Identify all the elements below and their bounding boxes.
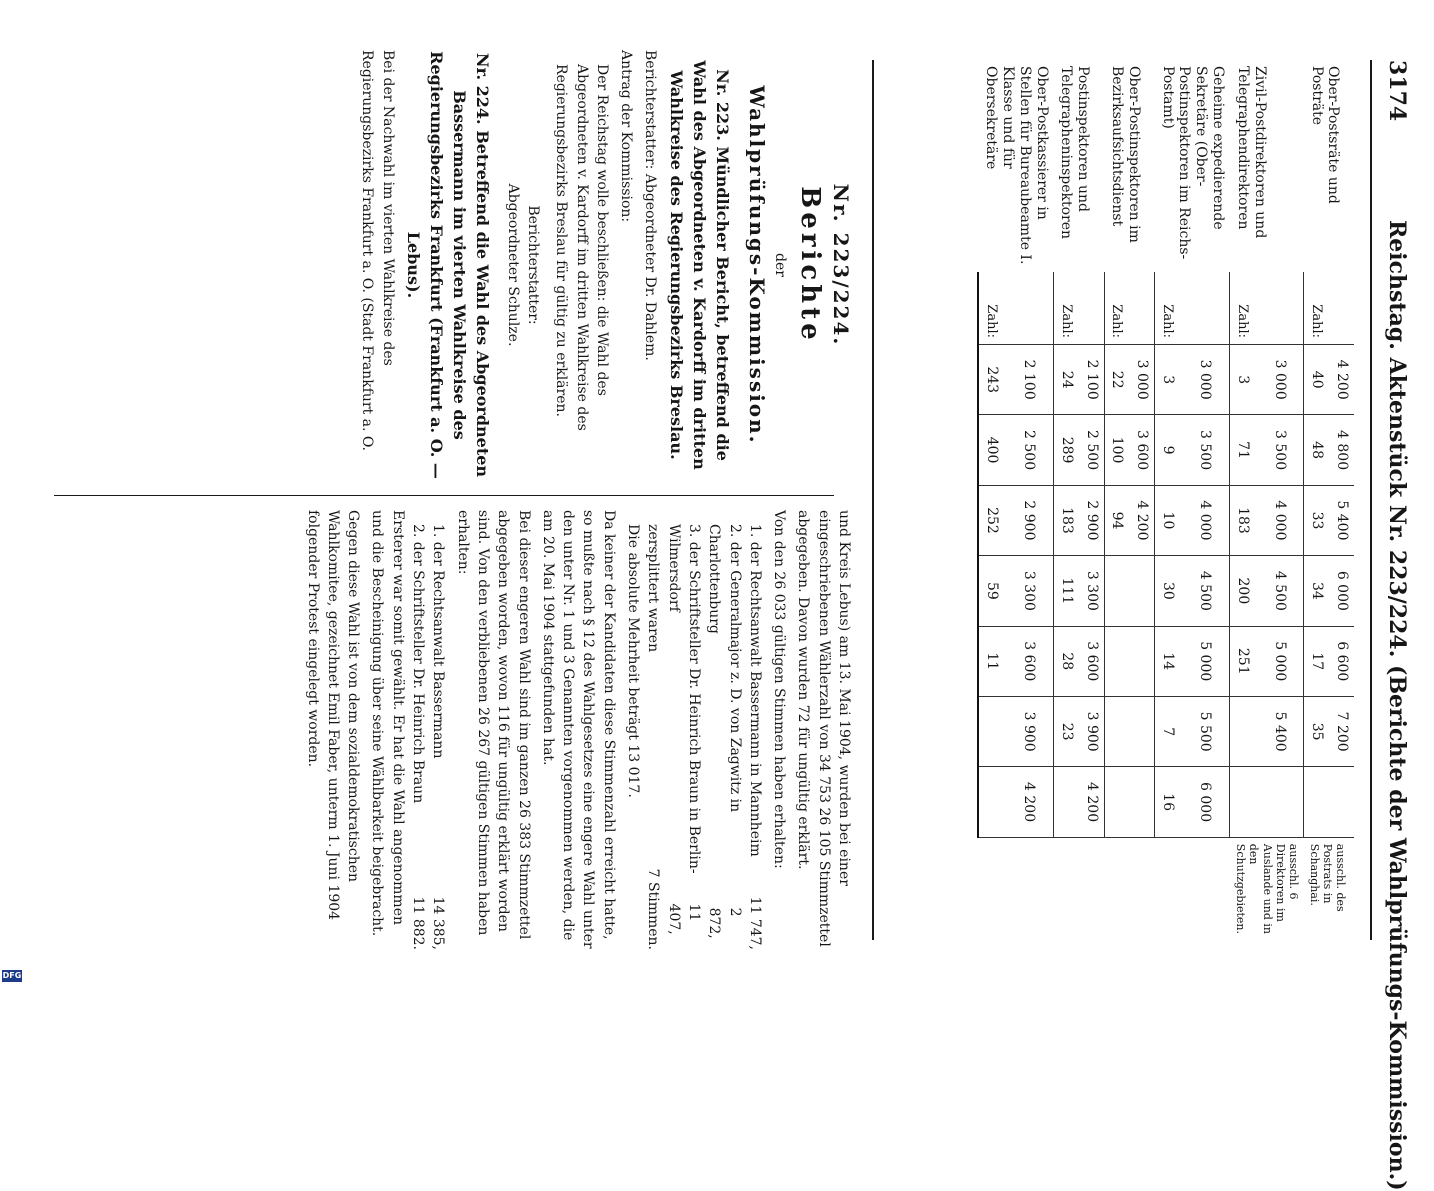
count-value: 252	[978, 485, 1016, 555]
count-value	[1104, 556, 1129, 626]
count-value: 48	[1304, 415, 1329, 485]
count-value	[1054, 767, 1079, 837]
vote-count: 11 747,	[746, 896, 763, 950]
count-value: 59	[978, 556, 1016, 626]
count-value	[978, 767, 1016, 837]
count-value: 200	[1230, 556, 1267, 626]
item223-heading: Nr. 223. Mündlicher Bericht, betreffend die Wahl des Abgeordneten v. Kardorff im dritten Wahlkreise des Regierungsbezirks Breslau.	[666, 60, 733, 470]
right-paragraph-2: Von den 26 033 gültigen Stimmen haben erhalten:	[771, 510, 788, 869]
salary-value: 4 000	[1267, 485, 1304, 555]
vote-count: 11 882.	[410, 896, 427, 950]
right-paragraph-1: und Kreis Lebus) am 13. Mai 1904, wurden bei einer eingeschriebenen Wählerzahl von 34 753 26 105 Stimmzettel abgegeben. Davon wurden 72 für ungültig erklärt.	[795, 510, 852, 947]
salary-value: 3 900	[1079, 696, 1104, 766]
count-value: 9	[1155, 415, 1193, 485]
vote-item	[704, 524, 745, 950]
table-row	[1329, 60, 1354, 940]
vote-item	[663, 524, 704, 950]
salary-value: 2 100	[1016, 345, 1053, 415]
count-value: 7	[1155, 696, 1193, 766]
salary-value: 3 600	[1129, 415, 1154, 485]
count-value: 111	[1054, 556, 1079, 626]
salary-value	[1329, 767, 1354, 837]
salary-value: 3 600	[1016, 626, 1053, 696]
vote-item	[428, 524, 448, 950]
count-value	[1104, 767, 1129, 837]
count-value: 11	[978, 626, 1016, 696]
count-value: 251	[1230, 626, 1267, 696]
salary-table	[977, 60, 1354, 940]
salary-value: 4 200	[1329, 345, 1354, 415]
vote-item	[408, 524, 428, 950]
row-label-spacer	[1129, 272, 1154, 345]
count-value: 400	[978, 415, 1016, 485]
row-category: Zivil-Postdirektoren und Telegraphendirektoren	[1234, 66, 1268, 239]
right-column	[298, 510, 854, 950]
count-value	[1230, 696, 1267, 766]
row-category: Ober-Postinspektoren im Bezirksaufsichtsdienst	[1108, 66, 1142, 243]
salary-value	[1129, 696, 1154, 766]
salary-value: 4 500	[1267, 556, 1304, 626]
row-count-label: Zahl:	[1230, 272, 1267, 345]
der-label: der	[772, 253, 789, 277]
salary-value	[1129, 626, 1154, 696]
salary-value: 3 000	[1267, 345, 1304, 415]
count-value: 17	[1304, 626, 1329, 696]
row-label-spacer	[1329, 272, 1354, 345]
table-row	[1016, 60, 1053, 940]
row-count-label: Zahl:	[1104, 272, 1129, 345]
count-value: 3	[1155, 345, 1193, 415]
count-value: 3	[1230, 345, 1267, 415]
row-count-label: Zahl:	[1155, 272, 1193, 345]
vote-list	[643, 510, 765, 950]
vote-count: 14 385,	[430, 896, 447, 950]
count-value: 16	[1155, 767, 1193, 837]
table-row	[1129, 60, 1154, 940]
runoff-list	[408, 510, 449, 950]
salary-value	[1129, 556, 1154, 626]
row-count-label: Zahl:	[1304, 272, 1329, 345]
salary-value: 6 600	[1329, 626, 1354, 696]
row-note	[978, 837, 1053, 940]
count-value	[1304, 767, 1329, 837]
count-value: 183	[1054, 485, 1079, 555]
salary-value: 3 000	[1192, 345, 1230, 415]
salary-value: 5 400	[1267, 696, 1304, 766]
item224-text: Bei der Nachwahl im vierten Wahlkreise des Regierungsbezirks Frankfurt a. O. (Stadt Frankfurt a. O.	[359, 50, 396, 451]
row-label-spacer	[1079, 272, 1104, 345]
salary-value: 6 000	[1192, 767, 1230, 837]
count-value: 14	[1155, 626, 1193, 696]
item223-reporter: Berichterstatter: Abgeordneter Dr. Dahlem.	[642, 50, 659, 361]
count-value: 10	[1155, 485, 1193, 555]
salary-value: 4 200	[1079, 767, 1104, 837]
page-number: 3174	[1384, 60, 1410, 122]
count-value: 35	[1304, 696, 1329, 766]
count-value: 33	[1304, 485, 1329, 555]
salary-value: 2 100	[1079, 345, 1104, 415]
count-value: 28	[1054, 626, 1079, 696]
count-value: 243	[978, 345, 1016, 415]
salary-value: 2 500	[1079, 415, 1104, 485]
vote-label: 2. der Generalmajor z. D. von Zagwitz in Charlottenburg	[706, 524, 743, 813]
item224-reporter-label: Berichterstatter:	[524, 205, 541, 325]
count-value: 183	[1230, 485, 1267, 555]
salary-value: 4 000	[1192, 485, 1230, 555]
salary-value: 3 600	[1079, 626, 1104, 696]
row-note	[1054, 837, 1105, 940]
vote-count: 2 872,	[706, 907, 743, 939]
row-count-label: Zahl:	[978, 272, 1016, 345]
motion-text: Der Reichstag wolle beschließen: die Wahl des Abgeordneten v. Kardorff im dritten Wahlkreise des Regierungsbezirks Breslau für gültig zu erklären.	[553, 64, 610, 431]
right-paragraph-4: Da keiner der Kandidaten diese Stimmenzahl erreicht hatte, so mußte nach § 12 des Wahlgesetzes eine engere Wahl unter den unter Nr. 1 und 3 Genannten vorgenommen werden, die am 20. Mai 1904 stattgefunden hat.	[539, 510, 617, 949]
vote-count: 11 407,	[665, 903, 702, 935]
salary-value: 5 000	[1192, 626, 1230, 696]
salary-value: 6 000	[1329, 556, 1354, 626]
row-label-spacer	[1267, 272, 1304, 345]
count-value	[1230, 767, 1267, 837]
count-value: 289	[1054, 415, 1079, 485]
vote-item	[643, 524, 663, 950]
salary-value: 5 500	[1192, 696, 1230, 766]
right-paragraph-5: Bei dieser engeren Wahl sind im ganzen 26 383 Stimmzettel abgegeben worden, wovon 116 für ungültig erklärt worden sind. Von den verbliebenen 26 267 gültigen Stimmen haben erhalten:	[454, 510, 532, 940]
count-value: 100	[1104, 415, 1129, 485]
salary-value: 3 000	[1129, 345, 1154, 415]
row-note: ausschl. des Postrats in Schanghai.	[1304, 837, 1354, 940]
vote-label: 1. der Rechtsanwalt Bassermann in Mannheim	[746, 524, 763, 857]
row-category: Postinspektoren und Telegrapheninspektoren	[1058, 66, 1092, 240]
salary-value: 2 900	[1079, 485, 1104, 555]
row-category: Ober-Postkassierer in Stellen für Bureaubeamte I. Klasse und für Obersekretäre	[983, 66, 1050, 265]
count-value	[978, 696, 1016, 766]
table-row	[1267, 60, 1304, 940]
salary-value: 5 400	[1329, 485, 1354, 555]
salary-value	[1129, 767, 1154, 837]
count-value: 23	[1054, 696, 1079, 766]
row-category: Ober-Postsräte und Posträte	[1308, 66, 1342, 204]
row-count-label: Zahl:	[1054, 272, 1079, 345]
salary-value: 3 300	[1016, 556, 1053, 626]
salary-value: 4 800	[1329, 415, 1354, 485]
salary-value: 3 500	[1267, 415, 1304, 485]
dfg-logo: DFG	[2, 971, 22, 980]
row-label-spacer	[1192, 272, 1230, 345]
salary-value: 2 900	[1016, 485, 1053, 555]
vote-label: zersplittert waren	[645, 524, 662, 653]
salary-value: 3 500	[1192, 415, 1230, 485]
absolute-majority: Die absolute Mehrheit beträgt 13 017.	[625, 524, 642, 798]
count-value: 40	[1304, 345, 1329, 415]
salary-value: 4 200	[1016, 767, 1053, 837]
vote-count: 7 Stimmen.	[645, 868, 662, 950]
count-value: 30	[1155, 556, 1193, 626]
left-column	[353, 50, 854, 480]
count-value: 71	[1230, 415, 1267, 485]
header-rule	[1370, 60, 1372, 940]
table-row	[1192, 60, 1230, 940]
salary-value: 3 900	[1016, 696, 1053, 766]
row-category: Geheime expedierende Sekretäre (Ober-Postinspektoren im Reichs-Postamt)	[1159, 66, 1226, 260]
count-value	[1104, 696, 1129, 766]
commission-title: Wahlprüfungs-Kommission.	[745, 85, 770, 445]
vote-label: 3. der Schriftsteller Dr. Heinrich Braun in Berlin-Wilmersdorf	[665, 524, 702, 874]
row-label-spacer	[1016, 272, 1053, 345]
row-note	[1104, 837, 1155, 940]
motion-label: Antrag der Kommission:	[618, 50, 635, 223]
row-note: ausschl. 6 Direktoren im Auslande und in den Schutzgebieten.	[1230, 837, 1304, 940]
salary-value: 7 200	[1329, 696, 1354, 766]
vote-label: 2. der Schriftsteller Dr. Heinrich Braun	[410, 524, 427, 804]
count-value: 22	[1104, 345, 1129, 415]
reports-title: Berichte	[795, 186, 825, 344]
doc-number: Nr. 223/224.	[829, 183, 853, 347]
count-value	[1104, 626, 1129, 696]
salary-value: 2 500	[1016, 415, 1053, 485]
item224-reporter-name: Abgeordneter Schulze.	[504, 183, 521, 347]
count-value: 24	[1054, 345, 1079, 415]
right-paragraph-6: Ersterer war somit gewählt. Er hat die Wahl angenommen und die Bescheinigung über seine Wählbarkeit beigebracht.	[369, 510, 406, 937]
salary-value: 5 000	[1267, 626, 1304, 696]
table-bottom-rule	[872, 60, 874, 940]
vote-item	[745, 524, 765, 950]
salary-value	[1267, 767, 1304, 837]
table-row	[1079, 60, 1104, 940]
running-title: Reichstag. Aktenstück Nr. 223/224. (Berichte der Wahlprüfungs-Kommission.)	[1384, 220, 1410, 1191]
count-value: 34	[1304, 556, 1329, 626]
salary-value: 4 500	[1192, 556, 1230, 626]
salary-value: 4 200	[1129, 485, 1154, 555]
count-value: 94	[1104, 485, 1129, 555]
vote-label: 1. der Rechtsanwalt Bassermann	[430, 524, 447, 759]
right-paragraph-7: Gegen diese Wahl ist von dem sozialdemokratischen Wahlkomitee, gezeichnet Emil Faber, unterm 1. Juni 1904 folgender Protest eingelegt worden.	[304, 510, 362, 921]
item224-heading: Nr. 224. Betreffend die Wahl des Abgeordneten Bassermann im vierten Wahlkreise des Regierungsbezirks Frankfurt (Frankfurt a. O. — Lebus).	[403, 51, 493, 479]
column-divider	[54, 495, 834, 496]
salary-value: 3 300	[1079, 556, 1104, 626]
row-note	[1155, 837, 1230, 940]
